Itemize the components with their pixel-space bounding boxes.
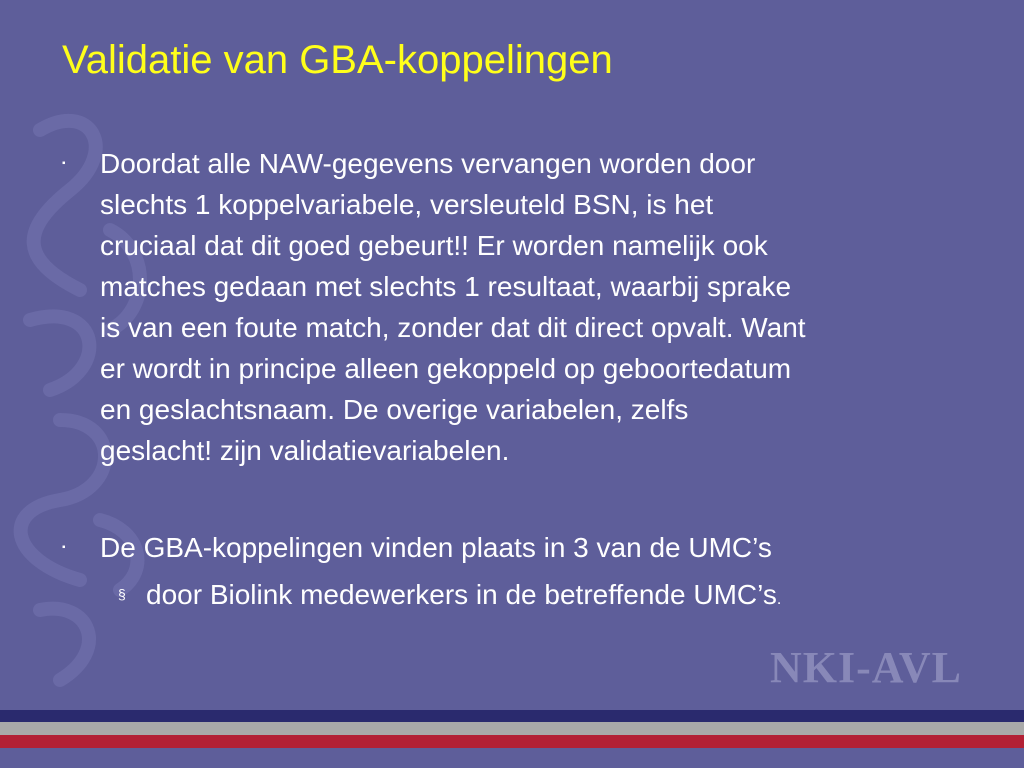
bullet-2-text: De GBA-koppelingen vinden plaats in 3 van de UMC’s: [100, 532, 772, 563]
sub-bullet-line: [146, 574, 938, 620]
bullet-marker: ▪: [62, 542, 66, 553]
footer-stripe-navy: [0, 710, 1024, 722]
bullet-1-text: Doordat alle NAW-gegevens vervangen worden door slechts 1 koppelvariabele, versleuteld BSN, is het cruciaal dat dit goed gebeurt!! Er worden namelijk ook matches gedaan met slechts 1 resultaat, waarbij sprake is van een foute match, zonder dat dit direct opvalt. Want er wordt in principe alleen gekoppeld op geboortedatum en geslachtsnaam. De overige variabelen, zelfs geslacht! zijn validatievariabelen.: [100, 148, 806, 466]
nki-avl-logo: NKI-AVL: [770, 643, 963, 692]
sub-bullet-marker: §: [118, 586, 126, 602]
sub-bullet-period: .: [776, 591, 782, 608]
bullet-marker: ▪: [62, 158, 66, 169]
footer-stripe-gray: [0, 722, 1024, 735]
footer-band: [0, 748, 1024, 768]
bullet-2: [62, 527, 962, 568]
sub-bullet: [118, 574, 938, 620]
footer-stripe-red: [0, 735, 1024, 748]
bullet-1: [62, 143, 962, 471]
sub-bullet-text: door Biolink medewerkers in de betreffende UMC’s: [146, 579, 777, 610]
slide-title: Validatie van GBA-koppelingen: [62, 38, 613, 82]
